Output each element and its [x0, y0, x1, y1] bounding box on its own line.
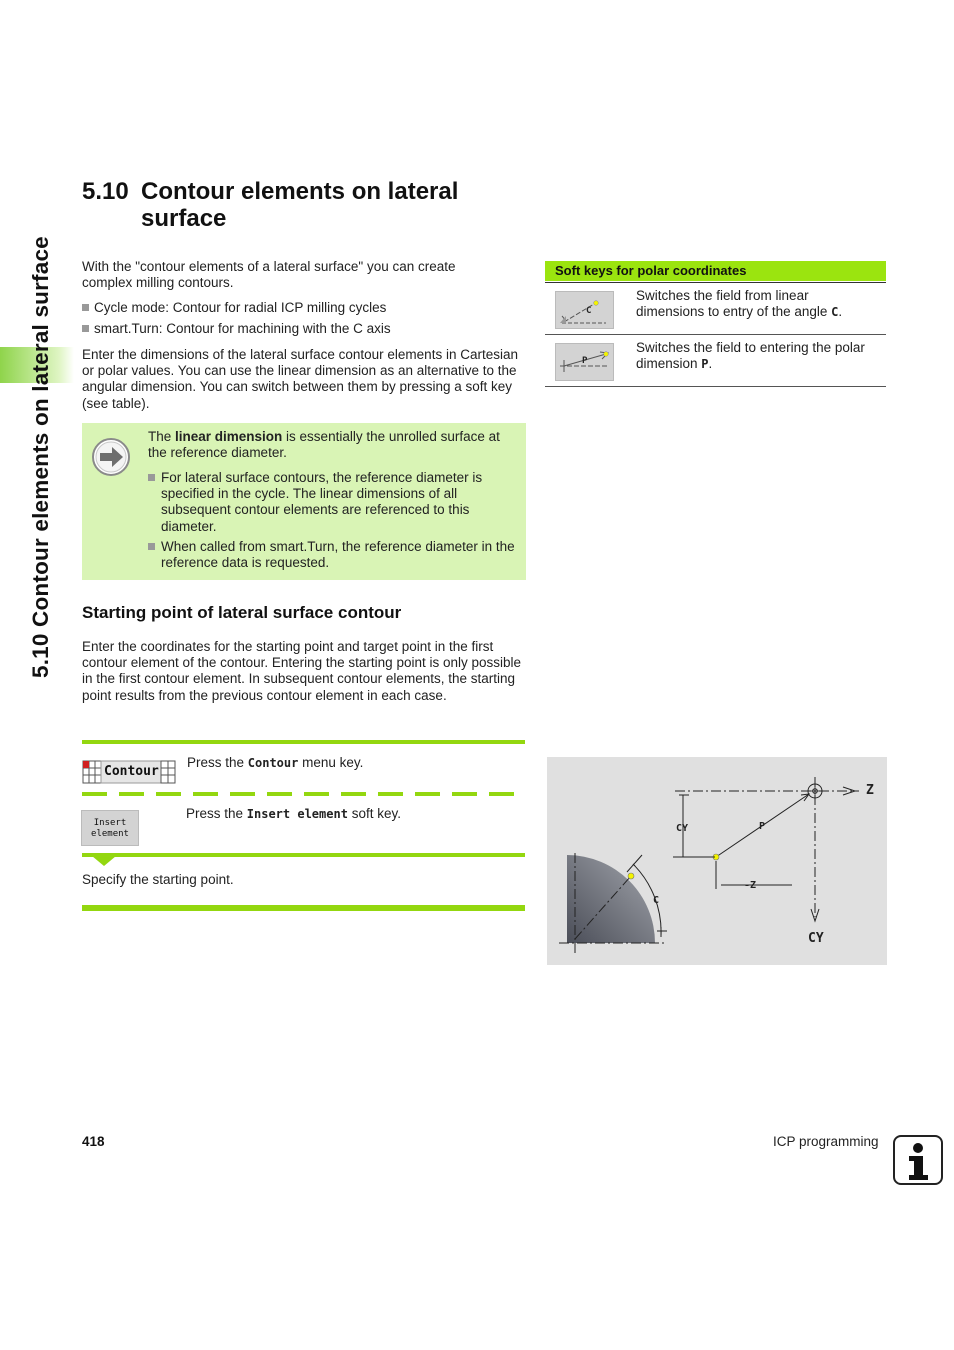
step-dashed-divider	[82, 792, 525, 796]
insert-element-softkey[interactable]	[81, 810, 139, 846]
softkey-table-header: Soft keys for polar coordinates	[545, 261, 886, 281]
section-number: 5.10	[82, 178, 129, 205]
cy-axis-label: CY	[808, 931, 824, 946]
bullet-text: smart.Turn: Contour for machining with the C axis	[94, 321, 391, 336]
intro-bullet	[82, 300, 522, 316]
section-title: Contour elements on lateral surface	[141, 178, 459, 232]
softkey-letter: C	[586, 306, 592, 316]
subsection-paragraph: Enter the coordinates for the starting point and target point in the first contour element of the contour. Entering the starting point is only possible in the first contour element. In subsequent contour elements, the starting point results from the previous contour element in each case.	[82, 639, 522, 703]
angle-c-softkey[interactable]	[555, 291, 614, 329]
cy-dimension-label: CY	[676, 823, 689, 834]
footer-chapter: ICP programming	[773, 1134, 879, 1149]
bullet-square-icon	[82, 325, 89, 332]
polar-p-softkey[interactable]	[555, 343, 614, 381]
note-bullet	[148, 470, 518, 535]
note-bullet-text: When called from smart.Turn, the reference diameter in the reference data is requested.	[161, 539, 515, 571]
note-bold-term: linear dimension	[175, 429, 283, 444]
bullet-square-icon	[148, 474, 155, 481]
info-icon	[892, 1134, 944, 1191]
contour-key-label: Contour	[104, 764, 159, 779]
table-row-1-text: Switches the field from linear dimensions to entry of the angle C.	[636, 288, 843, 320]
subsection-title: Starting point of lateral surface contour	[82, 603, 402, 622]
side-tab-title: 5.10 Contour elements on lateral surface	[28, 236, 53, 678]
lateral-surface-diagram	[547, 757, 887, 965]
note-bullet	[148, 539, 518, 571]
bullet-text: Cycle mode: Contour for radial ICP milling cycles	[94, 300, 387, 315]
bullet-square-icon	[148, 543, 155, 550]
c-angle-label: C	[653, 895, 660, 906]
arrow-right-icon	[91, 437, 131, 482]
contour-menu-key[interactable]	[81, 757, 177, 787]
table-rule	[545, 282, 886, 283]
intro-bullet	[82, 321, 522, 337]
intro-paragraph: With the "contour elements of a lateral surface" you can create complex milling contours.	[82, 259, 456, 291]
p-dimension-label: P	[759, 821, 766, 832]
softkey-label-line-2: element	[91, 828, 129, 839]
step-2-text: Press the Insert element soft key.	[186, 806, 401, 821]
z-axis-label: Z	[866, 783, 874, 798]
intro-paragraph-2: Enter the dimensions of the lateral surface contour elements in Cartesian or polar values. You can use the linear dimension as an alternative to the angular dimension. You can switch between them by pressing a soft key (see table).	[82, 347, 518, 411]
table-rule	[545, 334, 886, 335]
softkey-letter: P	[582, 356, 588, 366]
step-divider	[82, 740, 525, 744]
step-3-text: Specify the starting point.	[82, 872, 234, 887]
step-end-bar	[82, 905, 525, 911]
step-divider	[82, 853, 525, 857]
step-1-text: Press the Contour menu key.	[187, 755, 364, 770]
minus-z-dimension-label: -Z	[744, 880, 757, 891]
page-number: 418	[82, 1134, 105, 1149]
note-text: The linear dimension is essentially the unrolled surface at the reference diameter.	[148, 429, 500, 461]
step-pointer-triangle	[92, 856, 116, 868]
table-rule	[545, 386, 886, 387]
softkey-label-line-1: Insert	[93, 818, 127, 828]
note-bullet-text: For lateral surface contours, the reference diameter is specified in the cycle. The linear dimensions of all subsequent contour elements are referenced to this diameter.	[161, 470, 483, 534]
table-row-2-text: Switches the field to entering the polar dimension P.	[636, 340, 865, 372]
bullet-square-icon	[82, 304, 89, 311]
